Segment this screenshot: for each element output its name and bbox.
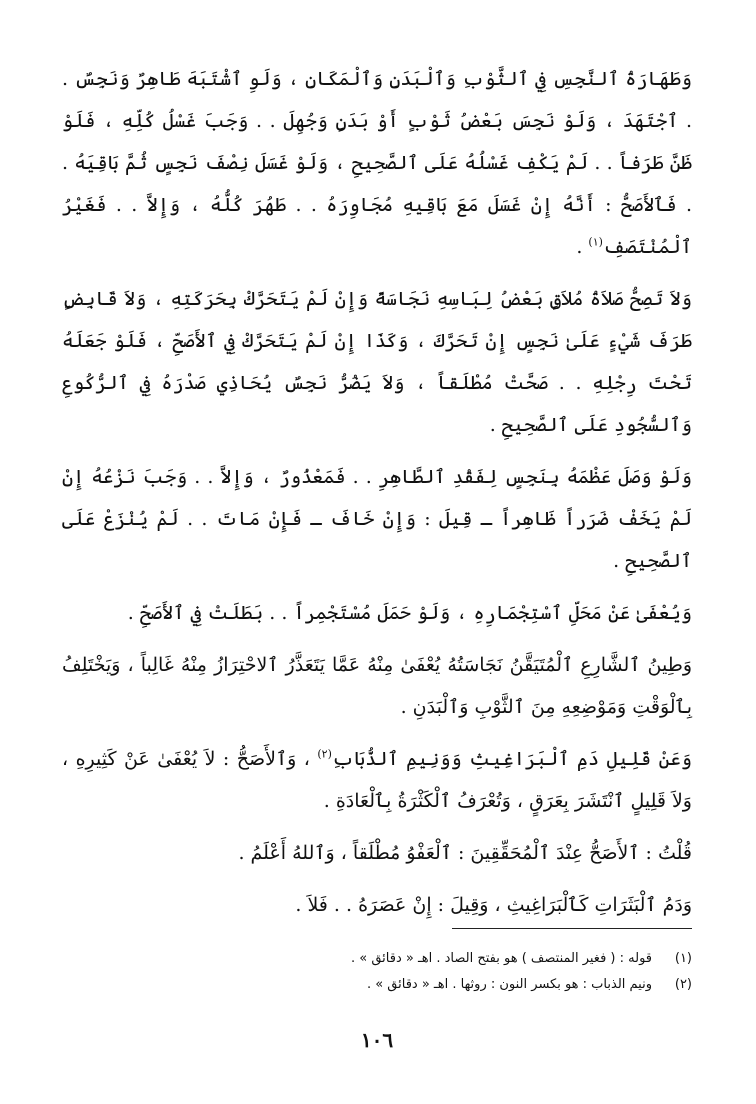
- paragraph-tail: .: [576, 236, 589, 258]
- main-text: [62, 58, 692, 926]
- footnote-text: قوله : ( فغير المنتصف ) هو بفتح الصاد . اهـ « دقائق » .: [350, 951, 652, 966]
- paragraph-street-mud: [62, 644, 692, 728]
- paragraph-purification: [62, 58, 692, 268]
- paragraph-pimples: [62, 884, 692, 926]
- footnote-text: ونيم الذباب : هو بكسر النون : روثها . اهـ « دقائق » .: [366, 977, 652, 992]
- paragraph-text: وَطِينُ ٱلشَّارِعِ ٱلْمُتَيَقَّنُ نَجَاسَتُهُ يُعْفَىٰ مِنْهُ عَمَّا يَتَعَذَّرُ ٱلاحْتِرَازُ مِنْهُ غَالِباً ، وَيَخْتَلِفُ بِٱلْوَقْتِ وَمَوْضِعِهِ مِنَ ٱلثَّوْبِ وَٱلْبَدَنِ .: [62, 654, 692, 718]
- book-page: [62, 58, 692, 1058]
- footnote-number: (٢): [674, 977, 692, 992]
- footnote-1: [62, 946, 692, 972]
- footnote-reference-1[interactable]: (١): [588, 235, 603, 249]
- paragraph-bone-graft: [62, 456, 692, 582]
- footnote-reference-2[interactable]: (٢): [317, 747, 332, 761]
- paragraph-text: وَعَنْ قَلِيلِ دَمِ ٱلْبَرَاغِيثِ وَوَنِيمِ ٱلذُّبَابِ: [331, 748, 692, 770]
- footnote-divider: [452, 928, 692, 929]
- paragraph-istijmar: [62, 592, 692, 634]
- paragraph-text: قُلْتُ : ٱلأَصَحُّ عِنْدَ ٱلْمُحَقِّقِينَ : ٱلْعَفْوُ مُطْلَقاً ، وَٱللهُ أَعْلَمُ .: [238, 842, 692, 864]
- paragraph-qultu: [62, 832, 692, 874]
- footnote-2: [62, 972, 692, 998]
- paragraph-text: وَدَمُ ٱلْبَثَرَاتِ كَٱلْبَرَاغِيثِ ، وَقِيلَ : إِنْ عَصَرَهُ . . فَلاَ .: [295, 894, 692, 916]
- paragraph-flea-blood: [62, 738, 692, 822]
- footnote-number: (١): [674, 951, 692, 966]
- paragraph-text: وَيُعْفَىٰ عَنْ مَحَلِّ ٱسْتِجْمَارِهِ ، وَلَوْ حَمَلَ مُسْتَجْمِراً . . بَطَلَتْ فِي ٱلأَصَحِّ .: [127, 602, 692, 624]
- paragraph-text: وَلاَ تَصِحُّ صَلاَةُ مُلاَقٍ بَعْضُ لِبَاسِهِ نَجَاسَةً وَإِنْ لَمْ يَتَحَرَّكْ بِحَرَكَتِهِ ، وَلاَ قَابِضٍ طَرَفَ شَيْءٍ عَلَىٰ نَجِسٍ إِنْ تَحَرَّكَ ، وَكَذَا إِنْ لَمْ يَتَحَرَّكْ فِي ٱلأَصَحِّ ، فَلَوْ جَعَلَهُ تَحْتَ رِجْلِهِ . . صَحَّتْ مُطْلَقاً ، وَلاَ يَضُرُّ نَجِسٌ يُحَاذِي صَدْرَهُ فِي ٱلرُّكُوعِ وَٱلسُّجُودِ عَلَى ٱلصَّحِيحِ .: [62, 288, 692, 436]
- footnotes: [62, 946, 692, 998]
- paragraph-tail: ، وَٱلأَصَحُّ : لاَ يُعْفَىٰ عَنْ كَثِيرِهِ ، وَلاَ قَلِيلٍ ٱنْتَشَرَ بِعَرَقٍ ، وَتُعْرَفُ ٱلْكَثْرَةُ بِٱلْعَادَةِ .: [62, 748, 692, 812]
- page-number: ١٠٦: [360, 1028, 394, 1052]
- paragraph-prayer-validity: [62, 278, 692, 446]
- paragraph-text: وَلَوْ وَصَلَ عَظْمَهُ بِنَجِسٍ لِفَقْدِ ٱلطَّاهِرِ . . فَمَعْذُورٌ ، وَإِلاَّ . . وَجَبَ نَزْعُهُ إِنْ لَمْ يَخَفْ ضَرَراً ظَاهِراً ـ قِيلَ : وَإِنْ خَافَ ـ فَإِنْ مَاتَ . . لَمْ يُنْزَعْ عَلَى ٱلصَّحِيحِ .: [62, 466, 692, 572]
- paragraph-text: وَطَهَارَةُ ٱلنَّجِسِ فِي ٱلثَّوْبِ وَٱلْبَدَنِ وَٱلْمَكَانِ ، وَلَوِ ٱشْتَبَهَ طَاهِرٌ وَنَجِسٌ . . ٱجْتَهَدَ ، وَلَوْ نَجِسَ بَعْضُ ثَوْبٍ أَوْ بَدَنٍ وَجُهِلَ . . وَجَبَ غَسْلُ كُلِّهِ ، فَلَوْ ظَنَّ طَرَفاً . . لَمْ يَكْفِ غَسْلُهُ عَلَى ٱلصَّحِيحِ ، وَلَوْ غَسَلَ نِصْفَ نَجِسٍ ثُمَّ بَاقِيَهُ . . فَٱلأَصَحُّ : أَنَّهُ إِنْ غَسَلَ مَعَ بَاقِيهِ مُجَاوِرَهُ . . طَهُرَ كُلُّهُ ، وَإِلاَّ . . فَغَيْرُ ٱلْمُنْتَصَفِ: [62, 68, 692, 258]
